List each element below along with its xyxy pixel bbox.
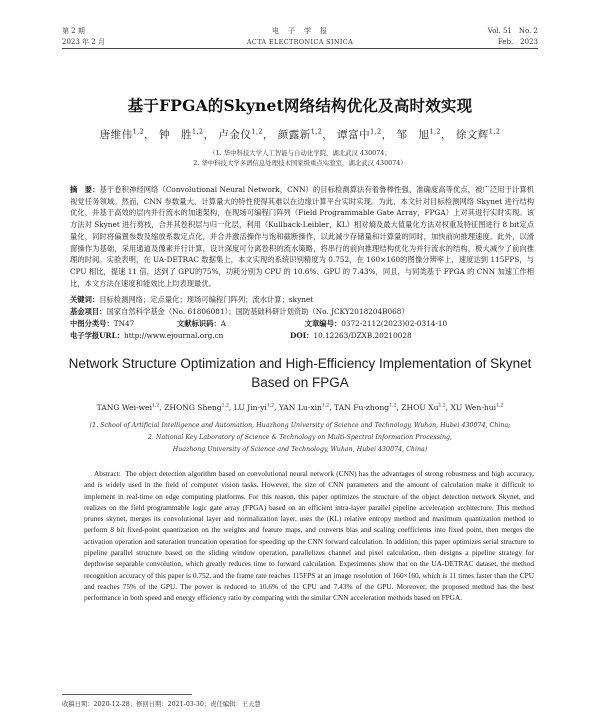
paper-title-cn: 基于FPGA的Skynet网络结构优化及高时效实现 bbox=[127, 96, 473, 115]
fund-label: 基金项目： bbox=[70, 307, 107, 316]
abstract-cn-label: 摘 要： bbox=[70, 185, 100, 194]
classification-line bbox=[70, 318, 534, 330]
fund-text: 国家自然科学基金（No. 61806081）；国防基础科研计划资助（No. JCKY2018204B068） bbox=[106, 307, 409, 316]
header-rule bbox=[62, 48, 538, 49]
article-number: 0372-2112(2023)02-0314-10 bbox=[341, 319, 448, 328]
author-list-cn: 唐维伟$^{1,2}$， 钟 胜$^{1,2}$， 卢金仪$^{1,2}$， 颜露新$^{1,2}$， 谭富中$^{1,2}$， 邹 旭$^{1,2}$， 徐文辉$^{1,2}$ bbox=[99, 128, 501, 141]
url-doi-line bbox=[70, 330, 534, 342]
author-en: TANG Wei-wei$^{1,2}$ bbox=[96, 403, 160, 412]
journal-name-en: ACTA ELECTRONICA SINICA bbox=[246, 38, 354, 46]
author-cn: 徐文辉$^{1,2}$ bbox=[455, 128, 501, 141]
author-en: ZHOU Xu$^{1,2}$ bbox=[401, 403, 446, 412]
doi-link[interactable]: 10.12263/DZXB.20210028 bbox=[313, 331, 412, 340]
affiliation-en-line: (1. School of Artificial Intelligence and Automation, Huazhong University of Science and Technology, Wuhan, Hubei 430074, China; bbox=[89, 422, 511, 429]
author-en: XU Wen-hui$^{1,2}$ bbox=[450, 403, 504, 412]
keywords-cn: 目标检测网络；定点量化；现场可编程门阵列；流水计算；skynet bbox=[99, 295, 314, 304]
author-cn: 颜露新$^{1,2}$ bbox=[277, 128, 323, 141]
journal-name-cn: 电 子 学 报 bbox=[272, 27, 328, 35]
clc-code: TN47 bbox=[113, 319, 135, 328]
paper-title-en: Network Structure Optimization and High-Efficiency Implementation of Skynet Based on FPGA bbox=[68, 356, 532, 390]
abstract-cn bbox=[70, 184, 534, 289]
issue-date-cn: 2023 年 2 月 bbox=[62, 38, 105, 46]
author-list-en: TANG Wei-wei$^{1,2}$, ZHONG Sheng$^{1,2}$, LU Jin-yi$^{1,2}$, YAN Lu-xin$^{1,2}$, TAN Fu-zhong$^{1,2}$, ZHOU Xu$^{1,2}$, XU Wen-hui$^{1,2}$ bbox=[96, 403, 504, 412]
journal-url[interactable]: http://www.ejournal.org.cn bbox=[124, 331, 224, 340]
affiliation-en-line: Huazhong University of Science and Technology, Wuhan, Hubei 430074, China) bbox=[172, 446, 428, 453]
author-en: TAN Fu-zhong$^{1,2}$ bbox=[334, 403, 397, 412]
doc-code-label: 文献标识码： bbox=[176, 319, 221, 328]
abstract-en-text: The object detection algorithm based on convolutional neural network (CNN) has the advantages of strong robustness and high accuracy, and is widely used in the field of computer vision tasks. However, the size of CNN parameters and the amount of calculation make it difficult to implement in real-time on edge computing platforms. For this reason, this paper optimizes the structure of the object detection network Skynet, and realizes on the field programmable logic gate array (FPGA) based on an efficient intra-layer parallel pipeline acceleration architecture. This method prunes skynet, merges its convolutional layer and normalization layer, uses the (KL) relative entropy method and maximum quantization method to perform 8 bit fixed-point quantization on the weights and feature maps, and converts bias and scaling coefficients into fixed point, then merges the activation operation and saturation truncation operation for speeding up the CNN forward calculation. In addition, this paper optimizes serial structure to pipeline parallel structure based on the sliding window operation, parallelizes channel and pixel calculation, then designs a pipeline strategy for depthwise separable convolution, which greatly reduces time to forward calculation. Experiments show that on the UA-DETRAC dataset, the method recognition accuracy of this paper is 0.752, and the frame rate reaches 115FPS at an image resolution of 160×160, which is 11 times faster than the CPU and reaches 75% of the GPU. The power is reduced to 10.6% of the CPU and 7.43% of the GPU. Moreover, the proposed method has the best performance in both speed and energy efficiency ratio by comparing with the similar CNN acceleration methods based on FPGA. bbox=[84, 469, 534, 603]
keywords-cn-label: 关键词： bbox=[70, 295, 100, 304]
affiliation-en-line: 2. National Key Laboratory of Science & Technology on Multi-Spectral Information Processing, bbox=[147, 434, 453, 441]
received-date-footnote: 收稿日期：2020-12-28；修回日期：2021-03-30；责任编辑：王天慧 bbox=[62, 701, 261, 708]
author-cn: 卢金仪$^{1,2}$ bbox=[218, 128, 263, 141]
author-en: YAN Lu-xin$^{1,2}$ bbox=[278, 403, 330, 412]
author-en: LU Jin-yi$^{1,2}$ bbox=[233, 403, 275, 412]
footnote-rule bbox=[62, 694, 192, 695]
abstract-cn-text: 基于卷积神经网络（Convolutional Neural Network，CNN）的目标检测算法有着鲁棒性强、准确度高等优点，被广泛用于计算机视觉任务领域。然而，CNN 参数量大、计算量大的特性使得其难以在边缘计算平台实时实现。为此，本文针对目标检测网络 Skynet 进行结构优化，并基于高效的层内并行流水的加速架构，在现场可编程门阵列（Field Programmable Gate Array，FPGA）上对其进行实时实现。该方法对 Skynet 进行剪枝，合并其卷积层与归一化层，利用（Kullback-Leibler，KL）相对熵及最大值量化方法对权重及特征图进行 8 bit定点量化，同时将偏置参数及缩放系数定点化，并合并激活操作与饱和截断操作，以此减少存储量和计算量的同时，加快前向推理速度。此外，以滑窗操作为基础，采用通道及像素并行计算，设计深度可分离卷积的流水策略，将串行的前向推理结构优化为并行流水的结构，极大减少了前向推理的时间。实验表明，在 UA-DETRAC 数据集上，本文实现的系统识别精度为 0.752，在 160×160的图像分辨率上，速度达到 115FPS，与 CPU 相比，提速 11 倍，达到了 GPU的75%，功耗分别为 CPU 的 10.6%、GPU 的 7.43%，同且，与同类基于 FPGA 的 CNN 加速工作相比，本文方法在速度和能效比上均表现最优。 bbox=[70, 185, 535, 288]
issue-date-en: Feb. 2023 bbox=[497, 38, 538, 46]
affiliation-cn-line: （1. 华中科技大学人工智能与自动化学院，湖北武汉 430074； bbox=[209, 149, 391, 157]
clc-label: 中图分类号： bbox=[70, 319, 114, 328]
affiliation-cn-line: 2. 华中科技大学多谱信息处理技术国家级重点实验室，湖北武汉 430074） bbox=[193, 159, 407, 167]
volume-number: Vol. 51 No. 2 bbox=[487, 27, 538, 35]
doi-label: DOI： bbox=[290, 331, 314, 340]
author-cn: 唐维伟$^{1,2}$ bbox=[99, 128, 145, 141]
fund-line bbox=[70, 306, 534, 318]
abstract-en bbox=[84, 468, 534, 604]
issue-number: 第 2 期 bbox=[62, 27, 85, 35]
author-cn: 邹 旭$^{1,2}$ bbox=[396, 128, 441, 141]
author-cn: 钟 胜$^{1,2}$ bbox=[159, 128, 204, 141]
author-cn: 谭富中$^{1,2}$ bbox=[337, 128, 382, 141]
doc-code: A bbox=[220, 319, 227, 328]
author-en: ZHONG Sheng$^{1,2}$ bbox=[164, 403, 229, 412]
url-label: 电子学报URL： bbox=[70, 331, 125, 340]
abstract-en-label: Abstract: bbox=[94, 469, 121, 478]
keywords-cn-line bbox=[70, 294, 534, 306]
article-number-label: 文章编号： bbox=[304, 319, 342, 328]
